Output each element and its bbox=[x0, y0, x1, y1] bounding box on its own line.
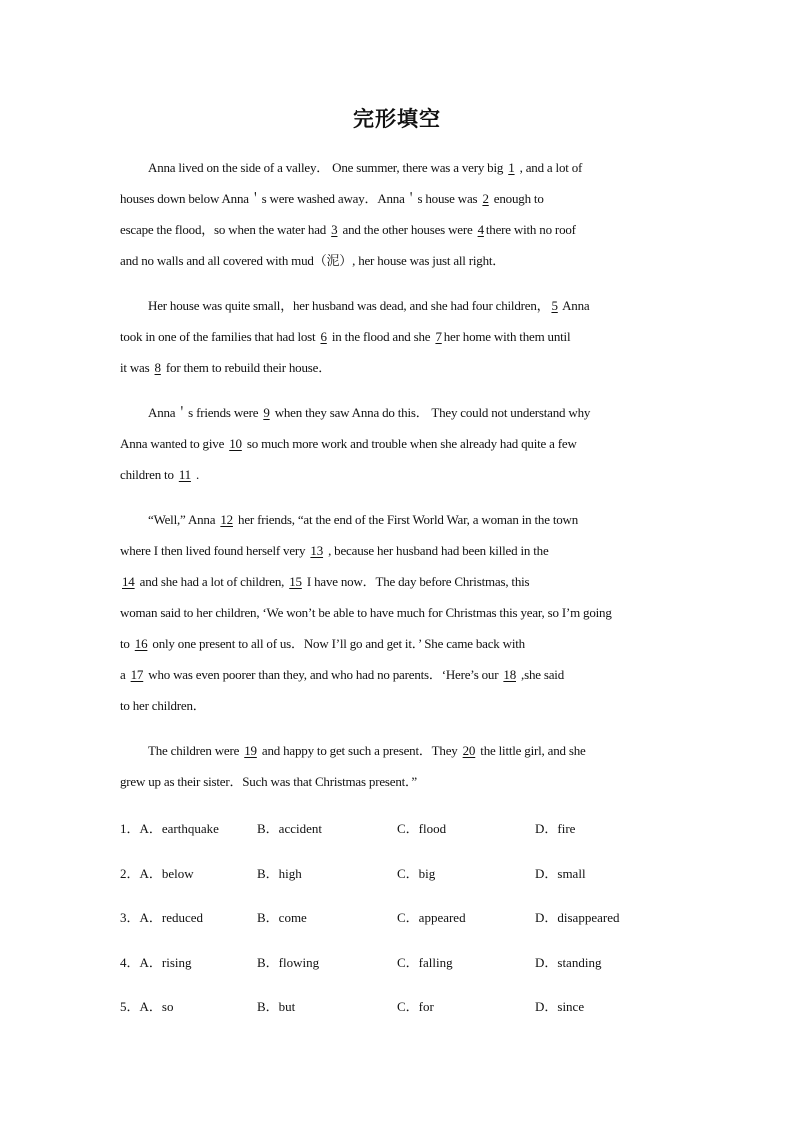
option-c: C．for bbox=[397, 999, 434, 1014]
text: houses down below Anna＇s were washed away．Anna＇s house was bbox=[120, 191, 481, 206]
text: only one present to all of us．Now I’ll go and get it．’ She came back with bbox=[149, 636, 525, 651]
option-d: D．disappeared bbox=[535, 910, 620, 925]
blank-20: 20 bbox=[462, 743, 476, 758]
text: who was even poorer than they, and who had no parents．‘Here’s our bbox=[145, 667, 502, 682]
text: took in one of the families that had lost bbox=[120, 329, 319, 344]
text: to her children． bbox=[120, 698, 206, 713]
text: I have now．The day before Christmas, this bbox=[303, 574, 530, 589]
blank-16: 16 bbox=[134, 636, 148, 651]
option-a: 4．A．rising bbox=[120, 955, 192, 970]
option-b: B．come bbox=[257, 910, 307, 925]
text: ,she said bbox=[518, 667, 565, 682]
text: it was bbox=[120, 360, 153, 375]
blank-10: 10 bbox=[229, 436, 242, 451]
blank-13: 13 bbox=[310, 543, 324, 558]
option-b: B．but bbox=[257, 999, 296, 1014]
option-d: D．standing bbox=[535, 955, 602, 970]
text: . bbox=[192, 467, 200, 482]
blank-12: 12 bbox=[220, 512, 233, 527]
text: Anna wanted to give bbox=[120, 436, 228, 451]
option-a: 2．A．below bbox=[120, 866, 194, 881]
text: there with no roof bbox=[485, 222, 576, 237]
text: a bbox=[120, 667, 129, 682]
blank-4: 4 bbox=[477, 222, 484, 237]
blank-9: 9 bbox=[263, 405, 270, 420]
option-b: B．high bbox=[257, 866, 302, 881]
text: children to bbox=[120, 467, 177, 482]
text: Anna＇s friends were bbox=[148, 405, 262, 420]
option-d: D．since bbox=[535, 999, 585, 1014]
option-b: B．flowing bbox=[257, 955, 320, 970]
text: and she had a lot of children, bbox=[136, 574, 288, 589]
option-c: C．appeared bbox=[397, 910, 466, 925]
text: her home with them until bbox=[443, 329, 571, 344]
blank-3: 3 bbox=[331, 222, 338, 237]
text: the little girl, and she bbox=[477, 743, 586, 758]
paragraph-4 bbox=[120, 504, 675, 721]
question-5 bbox=[120, 996, 680, 1020]
option-d: D．small bbox=[535, 866, 586, 881]
blank-5: 5 bbox=[551, 298, 558, 313]
paragraph-2 bbox=[120, 290, 675, 383]
blank-19: 19 bbox=[244, 743, 257, 758]
paragraph-5 bbox=[120, 735, 675, 797]
text: to bbox=[120, 636, 133, 651]
text: , because her husband had been killed in the bbox=[325, 543, 549, 558]
option-c: C．flood bbox=[397, 821, 447, 836]
option-a: 3．A．reduced bbox=[120, 910, 204, 925]
question-4 bbox=[120, 952, 680, 976]
blank-17: 17 bbox=[130, 667, 144, 682]
paragraph-3 bbox=[120, 397, 675, 490]
paragraph-1 bbox=[120, 152, 675, 276]
text: woman said to her children, ‘We won’t be able to have much for Christmas this year, so I’m going bbox=[120, 605, 612, 620]
blank-18: 18 bbox=[503, 667, 516, 682]
text: enough to bbox=[490, 191, 544, 206]
text: her friends, “at the end of the First World War, a woman in the town bbox=[234, 512, 579, 527]
blank-7: 7 bbox=[435, 329, 442, 344]
blank-8: 8 bbox=[154, 360, 161, 375]
text: and no walls and all covered with mud（泥）, her house was just all right． bbox=[120, 253, 506, 268]
text: “Well,” Anna bbox=[148, 512, 219, 527]
page-title: 完形填空 bbox=[353, 107, 441, 131]
text: Anna lived on the side of a valley． One summer, there was a very big bbox=[148, 160, 507, 175]
text: and happy to get such a present．They bbox=[258, 743, 461, 758]
option-c: C．falling bbox=[397, 955, 453, 970]
text: grew up as their sister．Such was that Christmas present．” bbox=[120, 774, 417, 789]
option-d: D．fire bbox=[535, 821, 576, 836]
text: in the flood and she bbox=[328, 329, 434, 344]
blank-1: 1 bbox=[508, 160, 515, 175]
text: so much more work and trouble when she already had quite a few bbox=[243, 436, 577, 451]
text: when they saw Anna do this． They could not understand why bbox=[271, 405, 591, 420]
option-b: B．accident bbox=[257, 821, 322, 836]
text: for them to rebuild their house． bbox=[162, 360, 331, 375]
question-3 bbox=[120, 907, 680, 931]
option-c: C．big bbox=[397, 866, 436, 881]
blank-2: 2 bbox=[482, 191, 489, 206]
option-a: 1．A．earthquake bbox=[120, 821, 219, 836]
text: Anna bbox=[559, 298, 590, 313]
blank-14: 14 bbox=[122, 574, 135, 589]
text: , and a lot of bbox=[516, 160, 583, 175]
blank-15: 15 bbox=[289, 574, 302, 589]
blank-11: 11 bbox=[178, 467, 191, 482]
question-2 bbox=[120, 863, 680, 887]
text: escape the flood，so when the water had bbox=[120, 222, 330, 237]
text: and the other houses were bbox=[339, 222, 476, 237]
text: The children were bbox=[148, 743, 243, 758]
text: where I then lived found herself very bbox=[120, 543, 309, 558]
option-a: 5．A．so bbox=[120, 999, 174, 1014]
text: Her house was quite small，her husband was dead, and she had four children， bbox=[148, 298, 550, 313]
blank-6: 6 bbox=[320, 329, 327, 344]
question-1 bbox=[120, 818, 680, 842]
